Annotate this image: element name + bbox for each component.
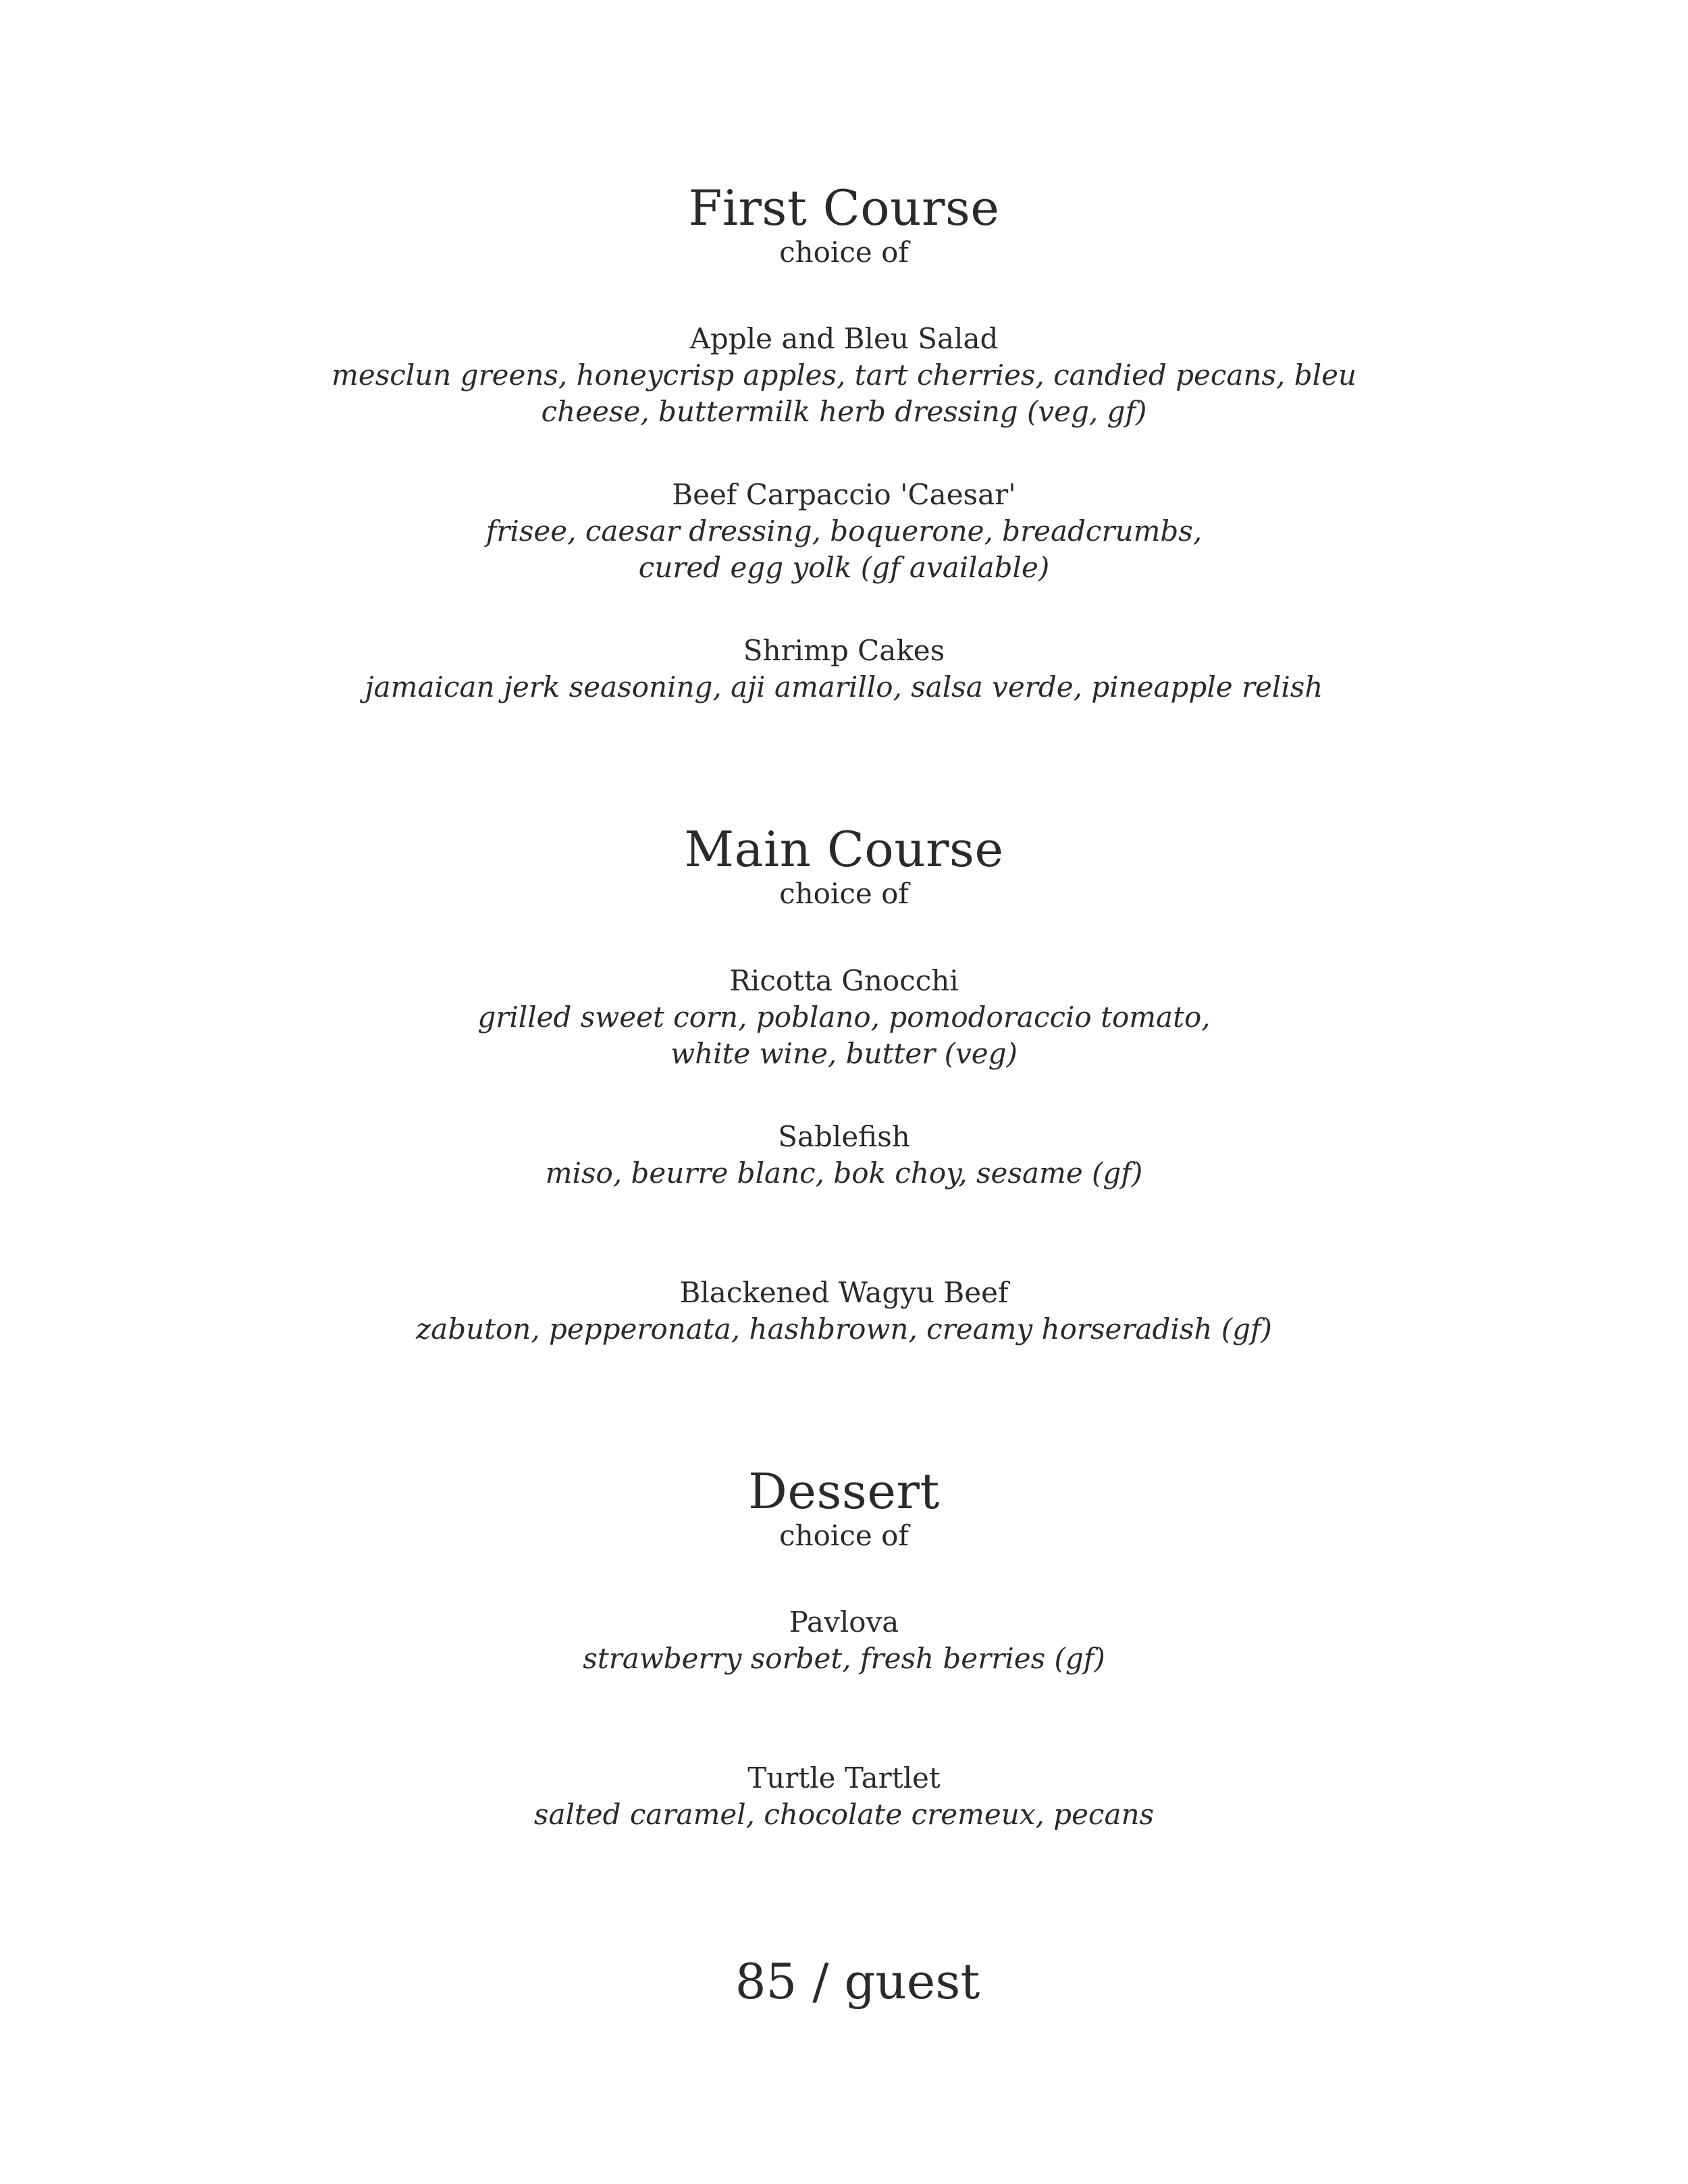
item-desc-line: grilled sweet corn, poblano, pomodoraccio tomato, [477,1001,1211,1034]
section-subtitle: choice of [779,236,909,269]
section-title: Main Course [684,821,1004,878]
item-desc-line: frisee, caesar dressing, boquerone, breadcrumbs, [485,514,1203,548]
menu-item-pavlova [0,1604,1688,1677]
price-block [14,1953,1688,2010]
item-desc-line: salted caramel, chocolate cremeux, pecans [533,1798,1155,1831]
item-name: Shrimp Cakes [743,634,945,667]
section-subtitle: choice of [779,1519,909,1552]
menu-item-turtle-tartlet [0,1760,1688,1833]
item-desc-line: jamaican jerk seasoning, aji amarillo, salsa verde, pineapple relish [365,670,1323,703]
item-name: Turtle Tartlet [747,1761,941,1794]
section-title: Dessert [748,1463,940,1520]
section-dessert-header [0,1464,1688,1553]
section-main-course-header [0,822,1688,911]
menu-item-apple-bleu-salad [0,321,1688,430]
item-name: Blackened Wagyu Beef [679,1276,1009,1309]
item-desc-line: zabuton, pepperonata, hashbrown, creamy horseradish (gf) [416,1312,1272,1346]
section-first-course-header [0,181,1688,270]
item-name: Pavlova [789,1605,899,1639]
item-name: Ricotta Gnocchi [729,964,959,997]
menu-item-blackened-wagyu [0,1275,1688,1348]
section-title: First Course [688,180,1000,236]
item-name: Sablefish [778,1120,910,1153]
item-desc-line: strawberry sorbet, fresh berries (gf) [583,1642,1105,1675]
item-desc-line: mesclun greens, honeycrisp apples, tart cherries, candied pecans, bleu [332,358,1356,392]
section-subtitle: choice of [779,877,909,910]
menu-item-shrimp-cakes [0,633,1688,705]
item-name: Apple and Bleu Salad [689,322,999,355]
item-desc-line: cheese, buttermilk herb dressing (veg, gf) [541,395,1147,428]
item-desc-line: white wine, butter (veg) [670,1037,1018,1070]
item-name: Beef Carpaccio 'Caesar' [672,478,1016,511]
price-per-guest: 85 / guest [735,1953,980,2010]
item-desc-line: miso, beurre blanc, bok choy, sesame (gf) [545,1156,1143,1190]
menu-item-beef-carpaccio [0,477,1688,586]
menu-item-sablefish [0,1119,1688,1192]
menu-item-ricotta-gnocchi [0,963,1688,1072]
item-desc-line: cured egg yolk (gf available) [638,551,1050,584]
